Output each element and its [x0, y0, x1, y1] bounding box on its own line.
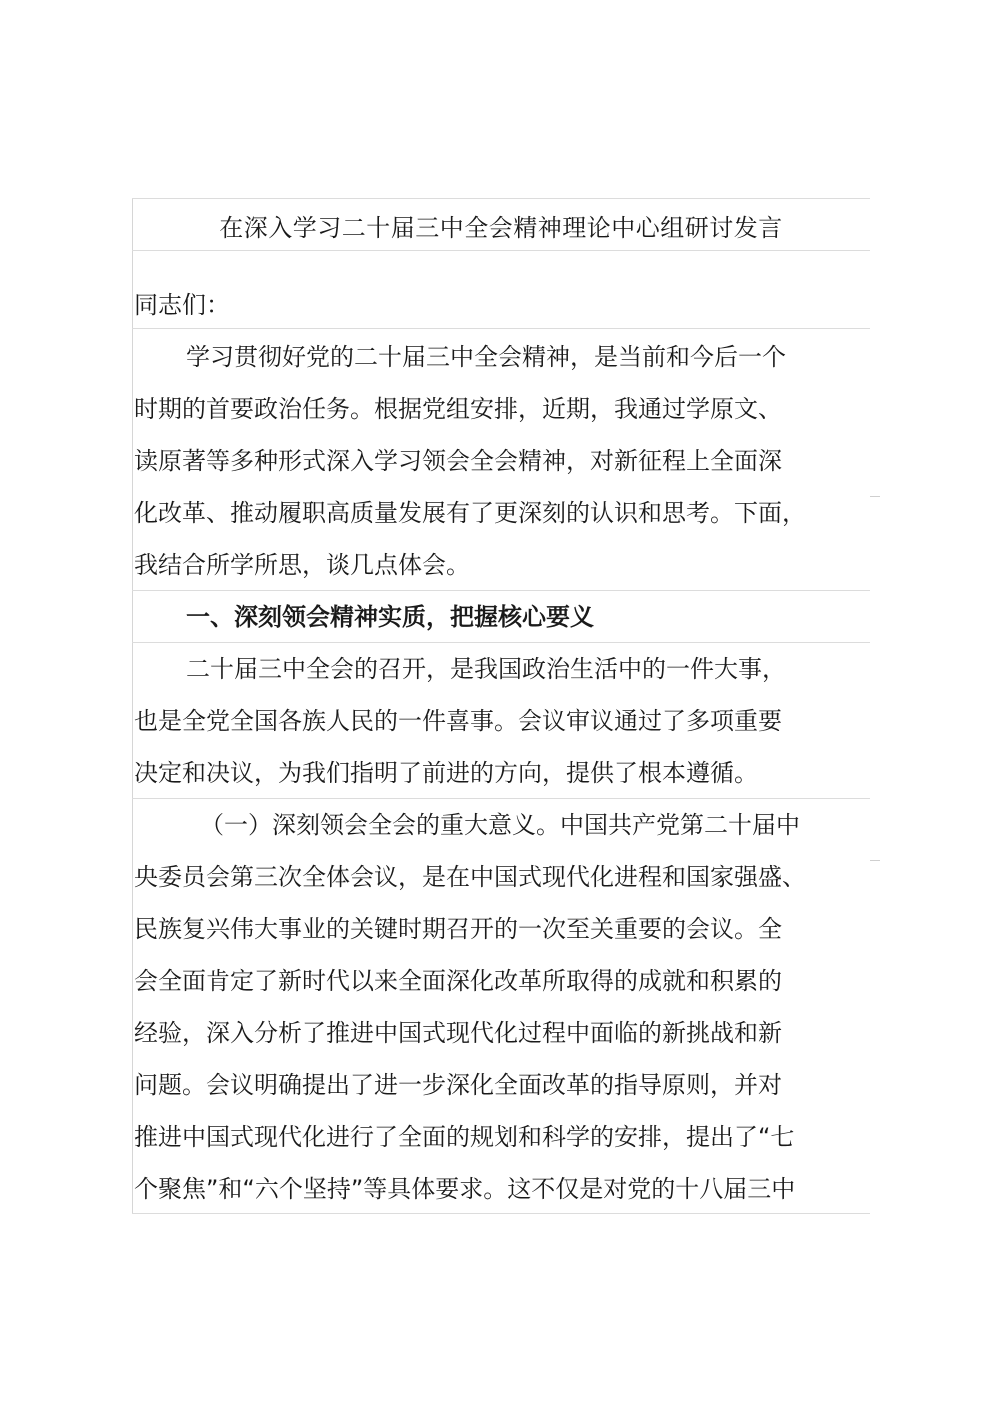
margin-tick: [870, 860, 880, 861]
rule: [132, 590, 870, 591]
paragraph-line: 经验，深入分析了推进中国式现代化过程中面临的新挑战和新: [134, 1019, 782, 1047]
paragraph-line: 读原著等多种形式深入学习领会全会精神，对新征程上全面深: [134, 447, 782, 475]
paragraph-line: 会全面肯定了新时代以来全面深化改革所取得的成就和积累的: [134, 967, 782, 995]
paragraph-line: 问题。会议明确提出了进一步深化全面改革的指导原则，并对: [134, 1071, 782, 1099]
rule: [132, 642, 870, 643]
paragraph-line: （一）深刻领会全会的重大意义。中国共产党第二十届中: [200, 811, 800, 839]
paragraph-line: 化改革、推动履职高质量发展有了更深刻的认识和思考。下面，: [134, 499, 806, 527]
paragraph-line: 决定和决议，为我们指明了前进的方向，提供了根本遵循。: [134, 759, 758, 787]
paragraph-line: 时期的首要政治任务。根据党组安排，近期，我通过学原文、: [134, 395, 782, 423]
paragraph-line: 我结合所学所思，谈几点体会。: [134, 551, 470, 579]
salutation: 同志们：: [134, 291, 230, 319]
rule: [132, 250, 870, 251]
rule: [132, 1213, 870, 1214]
paragraph-line: 二十届三中全会的召开，是我国政治生活中的一件大事，: [186, 655, 786, 683]
paragraph-line: 推进中国式现代化进行了全面的规划和科学的安排，提出了“七: [134, 1123, 795, 1151]
section-heading: 一、深刻领会精神实质，把握核心要义: [186, 603, 594, 631]
paragraph-line: 央委员会第三次全体会议，是在中国式现代化进程和国家强盛、: [134, 863, 806, 891]
rule: [132, 328, 870, 329]
paragraph-line: 民族复兴伟大事业的关键时期召开的一次至关重要的会议。全: [134, 915, 782, 943]
paragraph-line: 学习贯彻好党的二十届三中全会精神，是当前和今后一个: [186, 343, 786, 371]
margin-tick: [870, 496, 880, 497]
paragraph-line: 也是全党全国各族人民的一件喜事。会议审议通过了多项重要: [134, 707, 782, 735]
paragraph-line: 个聚焦”和“六个坚持”等具体要求。这不仅是对党的十八届三中: [134, 1175, 796, 1203]
document-title: 在深入学习二十届三中全会精神理论中心组研讨发言: [219, 214, 783, 242]
rule: [132, 198, 870, 199]
rule: [132, 798, 870, 799]
